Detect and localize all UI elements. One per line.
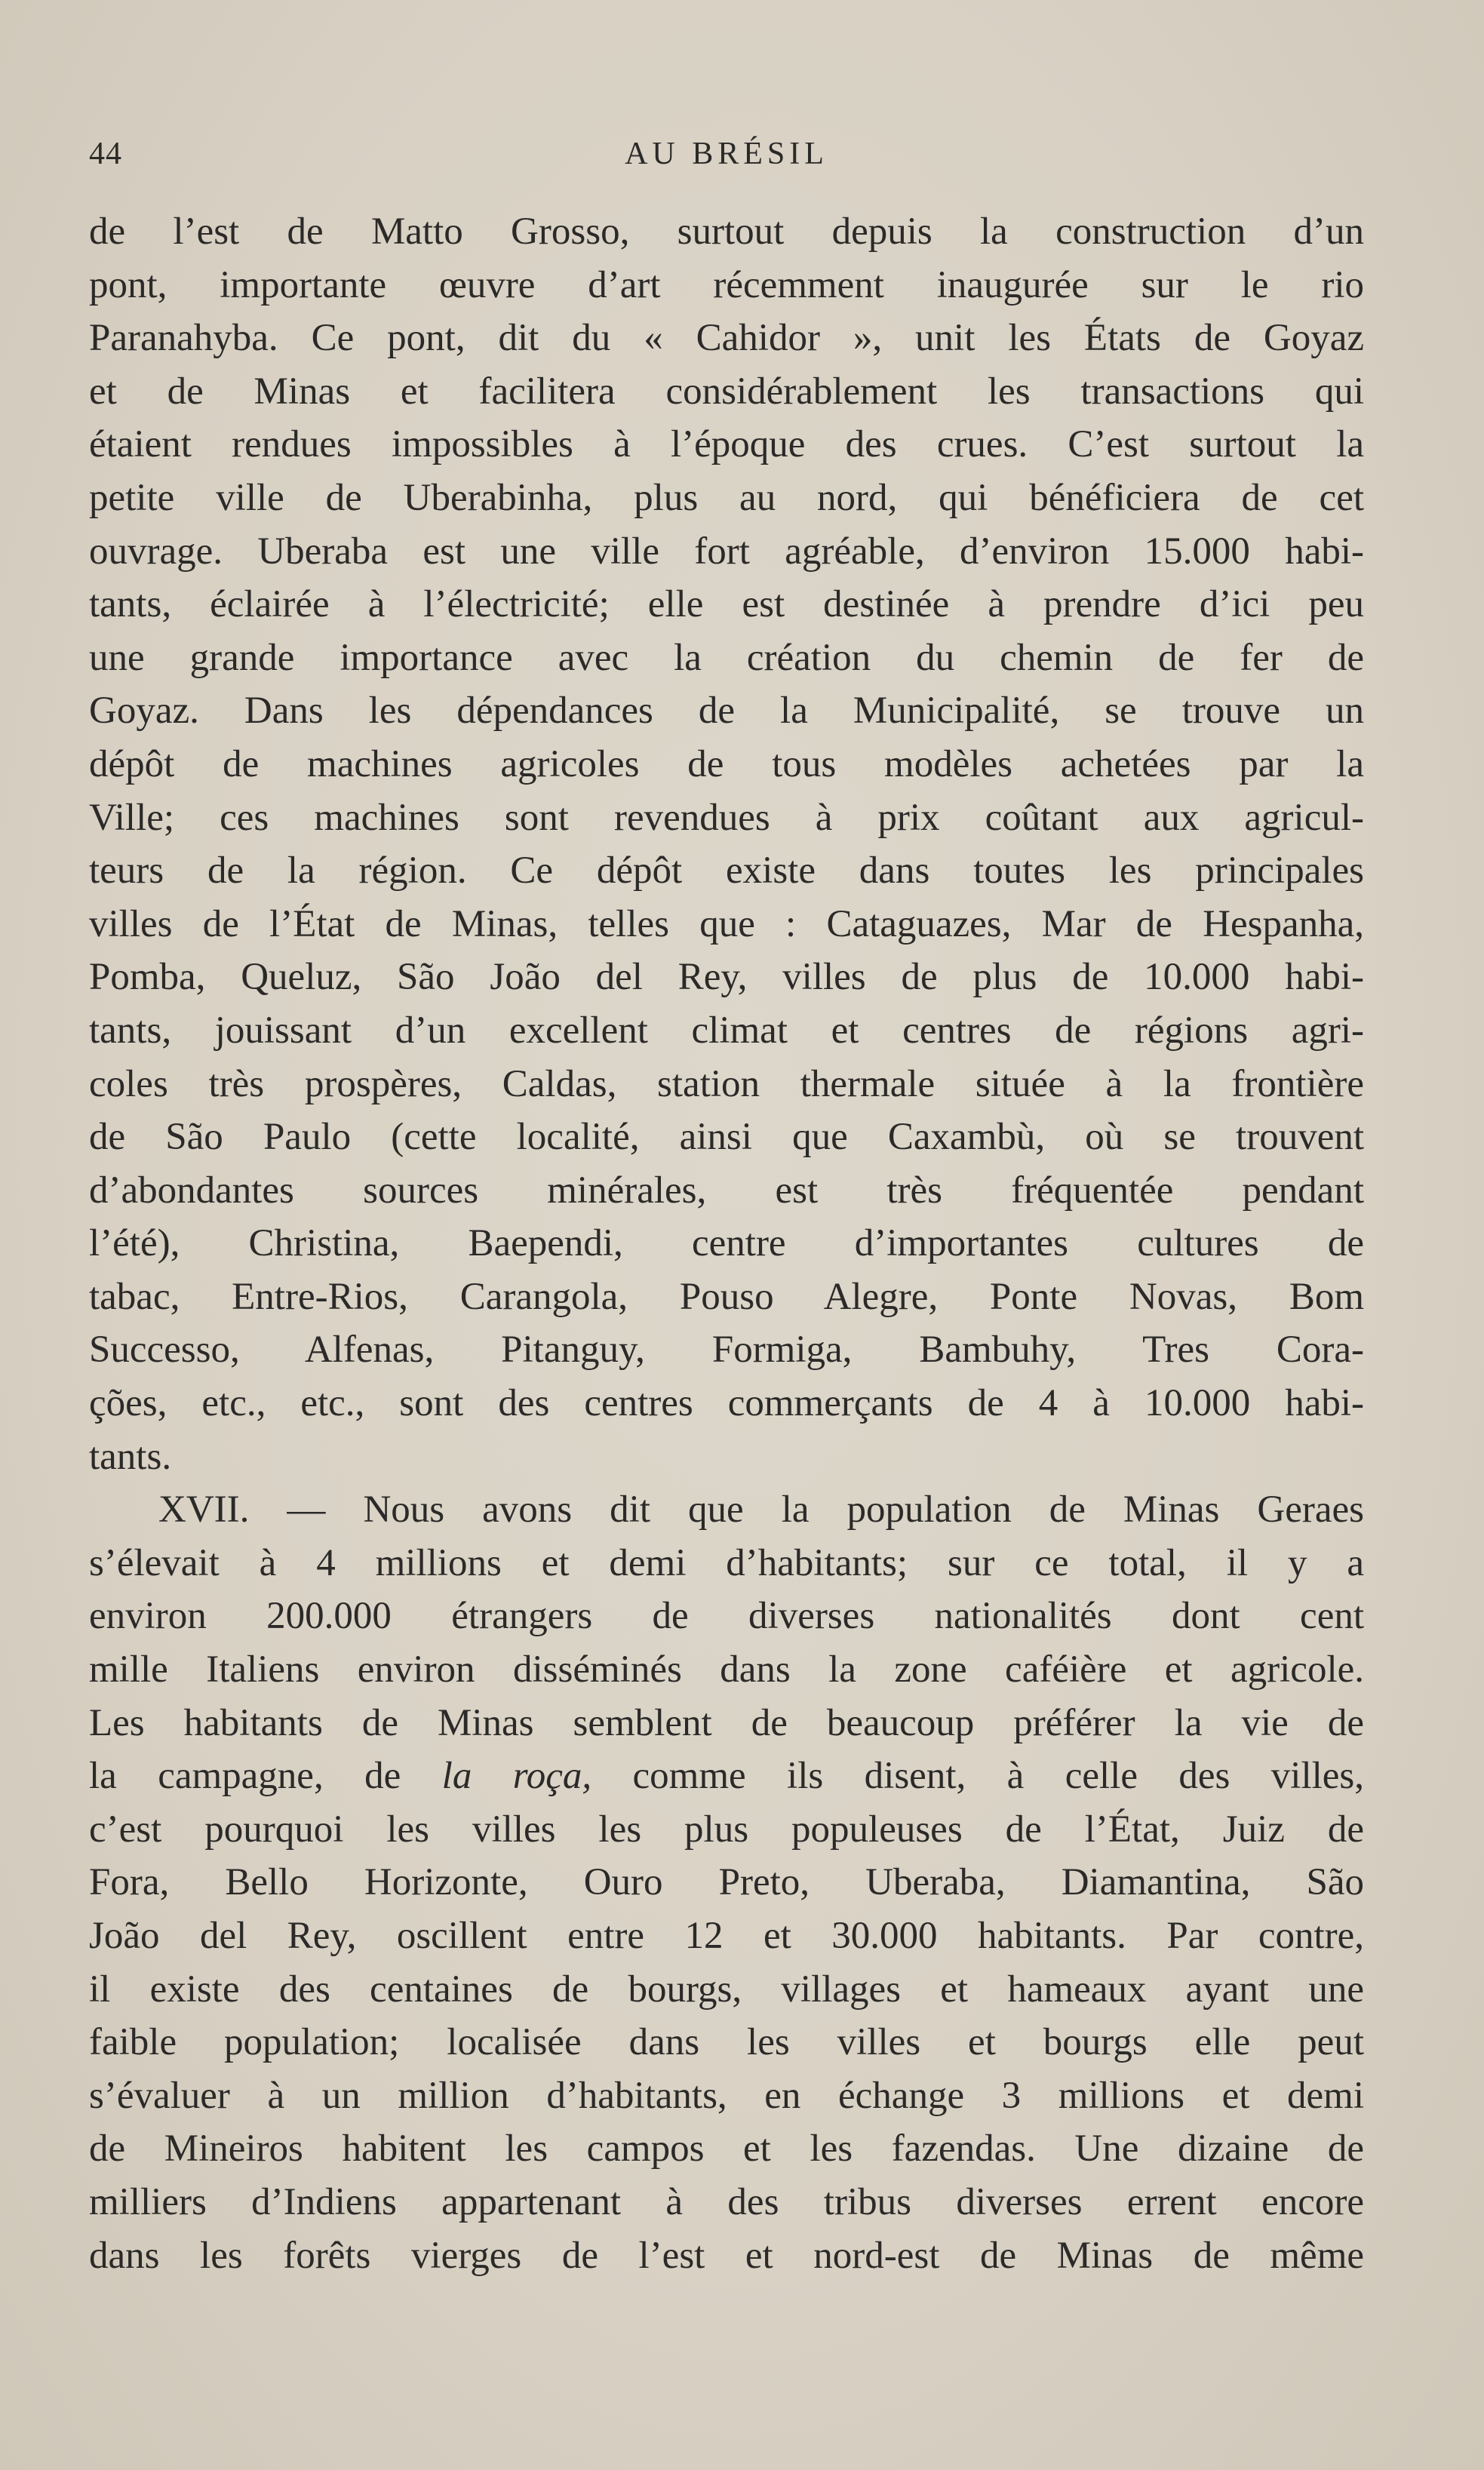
text-line: dans les forêts vierges de l’est et nord-est de Minas de même xyxy=(89,2234,1364,2277)
text-line: de Mineiros habitent les campos et les fazendas. Une dizaine de xyxy=(89,2127,1364,2170)
text-line: une grande importance avec la création du chemin de fer de xyxy=(89,636,1364,679)
text-line: et de Minas et facilitera considérablement les transactions qui xyxy=(89,370,1364,413)
section-start-line: XVII. — Nous avons dit que la population de Minas Geraes xyxy=(158,1488,1364,1531)
text-segment: la campagne, de xyxy=(89,1755,401,1798)
text-line: ouvrage. Uberaba est une ville fort agréable, d’environ 15.000 habi- xyxy=(89,530,1364,573)
text-line: il existe des centaines de bourgs, villages et hameaux ayant une xyxy=(89,1968,1364,2011)
text-line: dépôt de machines agricoles de tous modèles achetées par la xyxy=(89,742,1364,785)
text-line: tants. xyxy=(89,1435,172,1478)
text-line: c’est pourquoi les villes les plus populeuses de l’État, Juiz de xyxy=(89,1808,1364,1851)
text-line: l’été), Christina, Baependi, centre d’importantes cultures de xyxy=(89,1222,1364,1265)
body-text xyxy=(89,205,1364,2282)
text-line: coles très prospères, Caldas, station thermale située à la frontière xyxy=(89,1062,1364,1105)
text-line: d’abondantes sources minérales, est très fréquentée pendant xyxy=(89,1169,1364,1212)
text-line: s’évaluer à un million d’habitants, en échange 3 millions et demi xyxy=(89,2074,1364,2117)
text-line: Successo, Alfenas, Pitanguy, Formiga, Bambuhy, Tres Cora- xyxy=(89,1329,1364,1372)
text-line: tabac, Entre-Rios, Carangola, Pouso Alegre, Ponte Novas, Bom xyxy=(89,1275,1364,1318)
text-line: de l’est de Matto Grosso, surtout depuis la construction d’un xyxy=(89,210,1364,253)
text-line: villes de l’État de Minas, telles que : Cataguazes, Mar de Hespanha, xyxy=(89,902,1364,945)
text-line: s’élevait à 4 millions et demi d’habitants; sur ce total, il y a xyxy=(89,1541,1364,1584)
text-line: Ville; ces machines sont revendues à prix coûtant aux agricul- xyxy=(89,796,1364,839)
text-line: milliers d’Indiens appartenant à des tribus diverses errent encore xyxy=(89,2180,1364,2223)
page-header xyxy=(89,136,1364,181)
text-line: étaient rendues impossibles à l’époque des crues. C’est surtout la xyxy=(89,423,1364,466)
text-line: de São Paulo (cette localité, ainsi que Caxambù, où se trouvent xyxy=(89,1116,1364,1159)
running-title: AU BRÉSIL xyxy=(625,137,828,171)
text-line: Pomba, Queluz, São João del Rey, villes de plus de 10.000 habi- xyxy=(89,956,1364,999)
text-line: petite ville de Uberabinha, plus au nord, qui bénéficiera de cet xyxy=(89,476,1364,519)
text-line: ções, etc., etc., sont des centres commerçants de 4 à 10.000 habi- xyxy=(89,1382,1364,1425)
text-line: pont, importante œuvre d’art récemment inaugurée sur le rio xyxy=(89,263,1364,306)
text-line: Les habitants de Minas semblent de beaucoup préférer la vie de xyxy=(89,1701,1364,1744)
text-line: teurs de la région. Ce dépôt existe dans toutes les principales xyxy=(89,849,1364,892)
text-line: João del Rey, oscillent entre 12 et 30.000 habitants. Par contre, xyxy=(89,1915,1364,1957)
text-line: Goyaz. Dans les dépendances de la Municipalité, se trouve un xyxy=(89,690,1364,733)
text-line: tants, jouissant d’un excellent climat et centres de régions agri- xyxy=(89,1009,1364,1052)
text-line: tants, éclairée à l’électricité; elle est destinée à prendre d’ici peu xyxy=(89,583,1364,626)
text-line: Fora, Bello Horizonte, Ouro Preto, Uberaba, Diamantina, São xyxy=(89,1861,1364,1904)
text-segment: comme ils disent, à celle des villes, xyxy=(632,1755,1365,1798)
page-number: 44 xyxy=(89,137,122,171)
text-line: mille Italiens environ disséminés dans la zone caféière et agricole. xyxy=(89,1648,1364,1691)
text-line: faible population; localisée dans les villes et bourgs elle peut xyxy=(89,2021,1364,2064)
italic-term: la roça, xyxy=(441,1755,592,1798)
text-line xyxy=(89,1750,1364,1803)
text-line: Paranahyba. Ce pont, dit du « Cahidor », unit les États de Goyaz xyxy=(89,317,1364,360)
text-line: environ 200.000 étrangers de diverses nationalités dont cent xyxy=(89,1595,1364,1638)
